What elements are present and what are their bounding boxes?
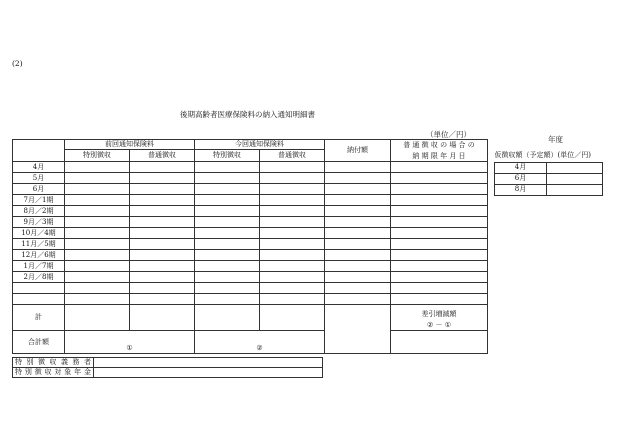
- diff-formula: ② － ①: [426, 320, 451, 329]
- statement-table: [12, 139, 488, 354]
- withholding-value[interactable]: [94, 358, 323, 368]
- header-deadline: [391, 140, 488, 162]
- amount-cell[interactable]: [130, 217, 195, 228]
- amount-cell[interactable]: [65, 173, 130, 184]
- amount-cell[interactable]: [65, 239, 130, 250]
- period-label: 8月／2期: [13, 206, 65, 217]
- amount-cell[interactable]: [195, 195, 260, 206]
- amount-cell[interactable]: [65, 162, 130, 173]
- header-prev-premium: 前回通知保険料: [65, 140, 195, 150]
- amount-cell[interactable]: [260, 261, 325, 272]
- amount-cell[interactable]: [195, 239, 260, 250]
- amount-cell[interactable]: [260, 272, 325, 283]
- period-row: [13, 217, 488, 228]
- amount-cell[interactable]: [65, 195, 130, 206]
- period-row: [13, 294, 488, 305]
- total-prev-special: [65, 305, 130, 331]
- amount-cell[interactable]: [260, 173, 325, 184]
- page-marker: (2): [12, 59, 23, 68]
- provisional-amount[interactable]: [547, 162, 603, 173]
- amount-cell[interactable]: [195, 250, 260, 261]
- total-paid: [325, 305, 391, 354]
- period-label: 11月／5期: [13, 239, 65, 250]
- period-rows: [13, 162, 488, 305]
- provisional-row: [495, 184, 603, 195]
- amount-cell[interactable]: [391, 162, 488, 173]
- sub-curr-special: 特別徴収: [195, 150, 260, 162]
- header-deadline-line2: 納 期 限 年 月 日: [412, 151, 466, 160]
- amount-cell[interactable]: [65, 272, 130, 283]
- amount-cell[interactable]: [130, 206, 195, 217]
- provisional-title: 仮徴収額（予定額）(単位／円): [494, 151, 591, 160]
- period-label: 9月／3期: [13, 217, 65, 228]
- amount-cell[interactable]: [130, 184, 195, 195]
- amount-cell[interactable]: [391, 217, 488, 228]
- amount-cell[interactable]: [130, 239, 195, 250]
- provisional-row: [495, 173, 603, 184]
- withholding-label: 特別徴収対象年金: [13, 368, 94, 378]
- sub-prev-special: 特別徴収: [65, 150, 130, 162]
- amount-cell[interactable]: [130, 272, 195, 283]
- amount-cell[interactable]: [195, 294, 260, 305]
- period-label: 10月／4期: [13, 228, 65, 239]
- period-row: [13, 250, 488, 261]
- amount-cell[interactable]: [65, 294, 130, 305]
- amount-cell[interactable]: [391, 184, 488, 195]
- amount-cell[interactable]: [391, 239, 488, 250]
- diff-value: [391, 331, 488, 354]
- grand-total-curr: [195, 331, 325, 354]
- withholding-rows: [13, 358, 323, 378]
- amount-cell[interactable]: [391, 195, 488, 206]
- amount-cell[interactable]: [195, 173, 260, 184]
- amount-cell[interactable]: [260, 184, 325, 195]
- period-row: [13, 272, 488, 283]
- amount-cell[interactable]: [65, 184, 130, 195]
- period-label: 2月／8期: [13, 272, 65, 283]
- period-label: 1月／7期: [13, 261, 65, 272]
- amount-cell[interactable]: [195, 184, 260, 195]
- amount-cell[interactable]: [260, 162, 325, 173]
- year-label: 年度: [548, 135, 563, 144]
- withholding-row: [13, 358, 323, 368]
- amount-cell[interactable]: [130, 195, 195, 206]
- amount-cell[interactable]: [325, 206, 391, 217]
- unit-label: （単位／円）: [426, 130, 471, 139]
- amount-cell[interactable]: [325, 217, 391, 228]
- period-row: [13, 195, 488, 206]
- header-curr-premium: 今回通知保険料: [195, 140, 325, 150]
- total-label: 計: [13, 305, 65, 331]
- period-label: 7月／1期: [13, 195, 65, 206]
- provisional-month: 8月: [495, 184, 547, 195]
- amount-cell[interactable]: [195, 228, 260, 239]
- amount-cell[interactable]: [195, 217, 260, 228]
- period-row: [13, 228, 488, 239]
- amount-cell[interactable]: [130, 173, 195, 184]
- diff-cell: [391, 305, 488, 331]
- amount-cell[interactable]: [325, 261, 391, 272]
- amount-cell[interactable]: [130, 162, 195, 173]
- amount-cell[interactable]: [325, 294, 391, 305]
- period-label: [13, 294, 65, 305]
- period-label: 12月／6期: [13, 250, 65, 261]
- amount-cell[interactable]: [260, 294, 325, 305]
- period-row: [13, 239, 488, 250]
- amount-cell[interactable]: [325, 250, 391, 261]
- header-deadline-line1: 普 通 徴 収 の 場 合 の: [403, 141, 475, 149]
- amount-cell[interactable]: [195, 206, 260, 217]
- amount-cell[interactable]: [130, 228, 195, 239]
- period-row: [13, 184, 488, 195]
- total-curr-normal: [260, 305, 325, 331]
- amount-cell[interactable]: [391, 173, 488, 184]
- provisional-table: [494, 150, 603, 196]
- amount-cell[interactable]: [260, 217, 325, 228]
- sub-curr-normal: 普通徴収: [260, 150, 325, 162]
- period-row: [13, 162, 488, 173]
- amount-cell[interactable]: [195, 162, 260, 173]
- amount-cell[interactable]: [260, 228, 325, 239]
- period-label: 6月: [13, 184, 65, 195]
- amount-cell[interactable]: [260, 250, 325, 261]
- provisional-row: [495, 162, 603, 173]
- amount-cell[interactable]: [325, 272, 391, 283]
- document-title: 後期高齢者医療保険料の納入通知明細書: [180, 110, 315, 119]
- period-row: [13, 206, 488, 217]
- amount-cell[interactable]: [260, 195, 325, 206]
- amount-cell[interactable]: [195, 261, 260, 272]
- withholding-label: 特別徴収義務者: [13, 358, 94, 368]
- withholding-row: [13, 368, 323, 378]
- provisional-month: 4月: [495, 162, 547, 173]
- amount-cell[interactable]: [391, 228, 488, 239]
- amount-cell[interactable]: [325, 228, 391, 239]
- amount-cell[interactable]: [325, 195, 391, 206]
- amount-cell[interactable]: [325, 184, 391, 195]
- amount-cell[interactable]: [391, 261, 488, 272]
- provisional-rows: [495, 162, 603, 195]
- period-row: [13, 261, 488, 272]
- diff-label: 差引増減額: [421, 310, 457, 318]
- amount-cell[interactable]: [65, 261, 130, 272]
- period-label: 4月: [13, 162, 65, 173]
- amount-cell[interactable]: [391, 283, 488, 294]
- total-prev-normal: [130, 305, 195, 331]
- amount-cell[interactable]: [391, 294, 488, 305]
- period-label: [13, 283, 65, 294]
- grand-total-label: 合計額: [13, 331, 65, 354]
- header-paid-amount: 納付額: [325, 140, 391, 162]
- amount-cell[interactable]: [65, 250, 130, 261]
- amount-cell[interactable]: [260, 239, 325, 250]
- withholding-info-table: [12, 357, 323, 378]
- sub-prev-normal: 普通徴収: [130, 150, 195, 162]
- amount-cell[interactable]: [325, 162, 391, 173]
- amount-cell[interactable]: [195, 272, 260, 283]
- amount-cell[interactable]: [325, 283, 391, 294]
- amount-cell[interactable]: [65, 228, 130, 239]
- circle-1: ①: [126, 344, 133, 352]
- period-label: 5月: [13, 173, 65, 184]
- provisional-amount[interactable]: [547, 184, 603, 195]
- amount-cell[interactable]: [130, 250, 195, 261]
- provisional-amount[interactable]: [547, 173, 603, 184]
- amount-cell[interactable]: [391, 272, 488, 283]
- period-row: [13, 173, 488, 184]
- amount-cell[interactable]: [325, 239, 391, 250]
- grand-total-prev: [65, 331, 195, 354]
- amount-cell[interactable]: [65, 217, 130, 228]
- amount-cell[interactable]: [65, 283, 130, 294]
- amount-cell[interactable]: [65, 206, 130, 217]
- amount-cell[interactable]: [195, 283, 260, 294]
- amount-cell[interactable]: [391, 206, 488, 217]
- amount-cell[interactable]: [391, 250, 488, 261]
- provisional-month: 6月: [495, 173, 547, 184]
- total-curr-special: [195, 305, 260, 331]
- period-row: [13, 283, 488, 294]
- amount-cell[interactable]: [130, 283, 195, 294]
- withholding-value[interactable]: [94, 368, 323, 378]
- amount-cell[interactable]: [260, 283, 325, 294]
- circle-2: ②: [256, 344, 263, 352]
- corner-cell: [13, 140, 65, 162]
- amount-cell[interactable]: [260, 206, 325, 217]
- amount-cell[interactable]: [325, 173, 391, 184]
- amount-cell[interactable]: [130, 294, 195, 305]
- amount-cell[interactable]: [130, 261, 195, 272]
